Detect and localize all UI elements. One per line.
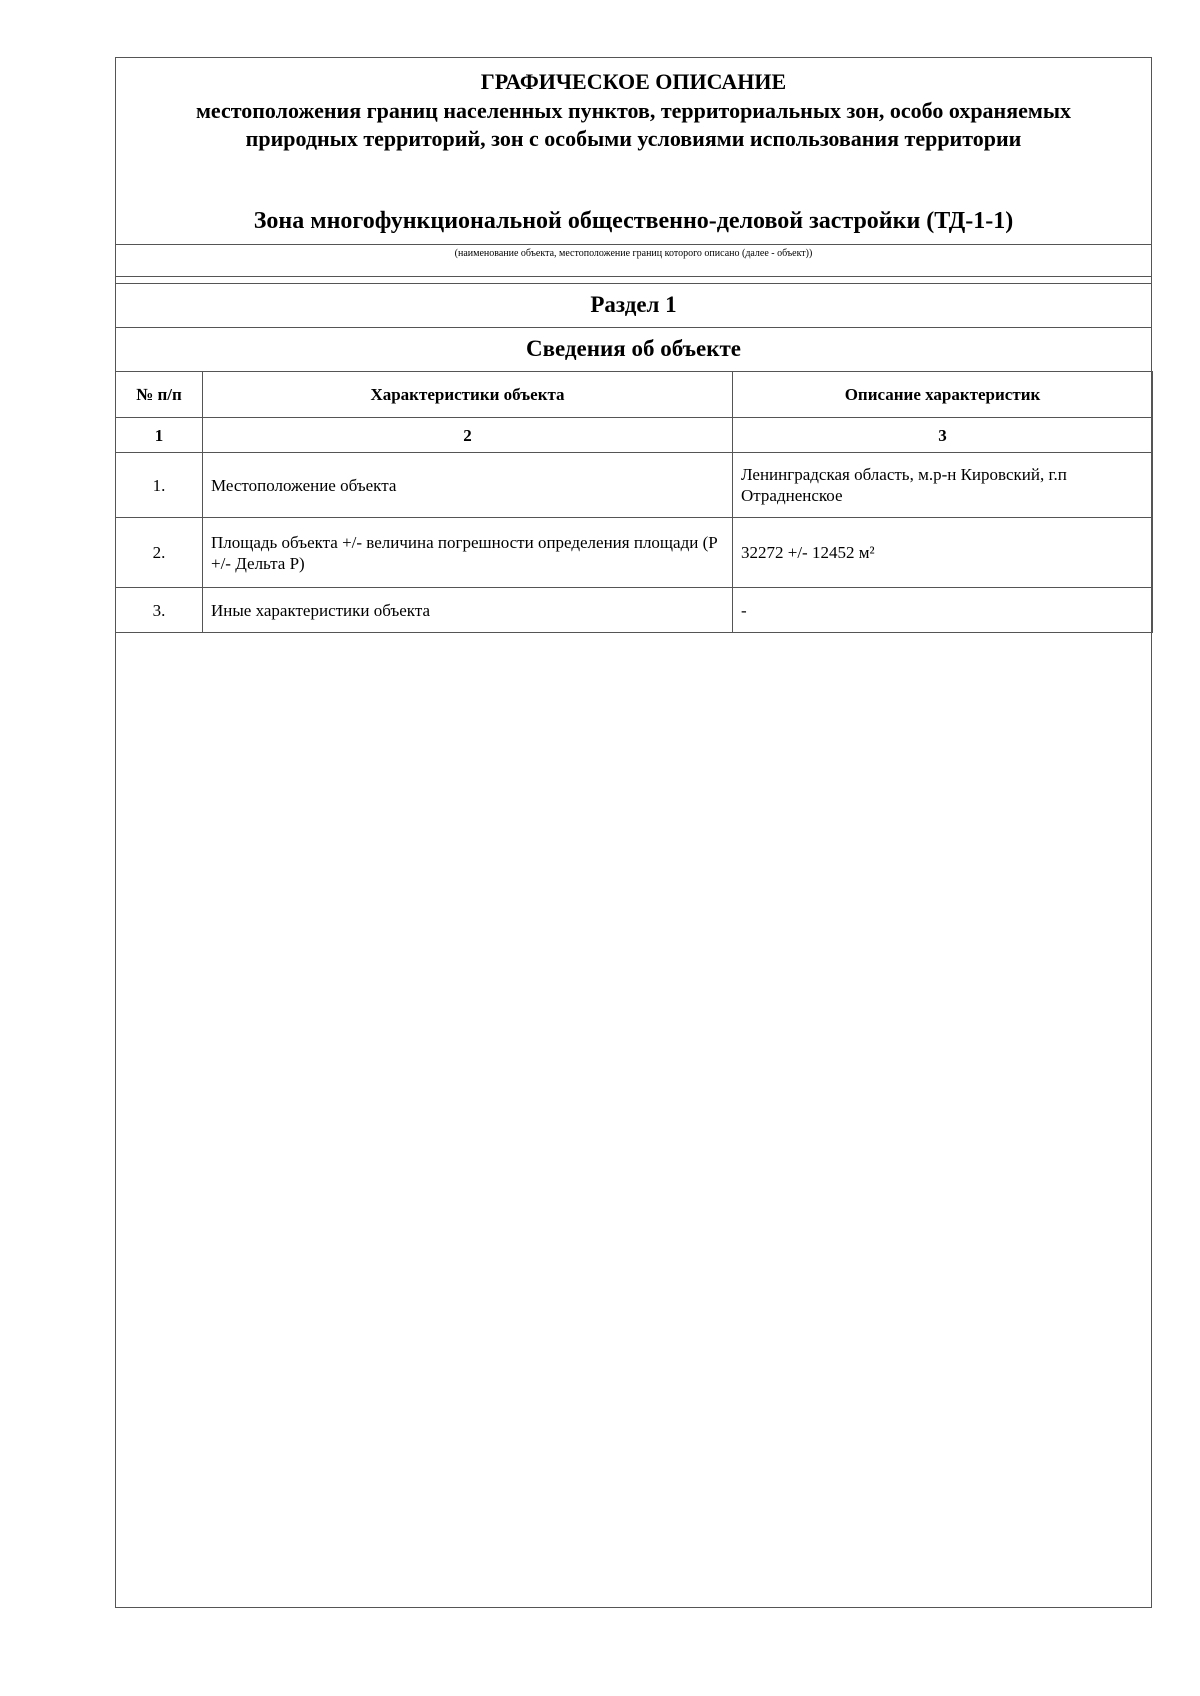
row-number: 1. [116,453,203,518]
document-frame [115,57,1152,1608]
column-number: 1 [116,418,203,453]
row-number: 2. [116,518,203,588]
table-row [116,453,1153,518]
row-description: - [733,588,1153,633]
column-number: 2 [203,418,733,453]
document-title: ГРАФИЧЕСКОЕ ОПИСАНИЕ [480,69,787,94]
document-subtitle: местоположения границ населенных пунктов, территориальных зон, особо охраняемых природных территорий, зон с особыми условиями использования территории [195,98,1072,151]
header-cell-description: Описание характеристик [733,372,1153,418]
row-characteristic: Местоположение объекта [203,453,733,518]
row-characteristic: Площадь объекта +/- величина погрешности определения площади (P +/- Дельта P) [203,518,733,588]
column-number: 3 [733,418,1153,453]
object-info-table [115,371,1153,633]
section-title: Сведения об объекте [525,336,742,361]
column-number-row [116,418,1153,453]
row-description: 32272 +/- 12452 м² [733,518,1153,588]
zone-name: Зона многофункциональной общественно-деловой застройки (ТД-1-1) [253,208,1014,234]
section-number: Раздел 1 [590,292,677,317]
table-row [116,518,1153,588]
header-cell-number: № п/п [116,372,203,418]
table-row [116,588,1153,633]
row-description: Ленинградская область, м.р-н Кировский, г.п Отрадненское [733,453,1153,518]
header-cell-characteristic: Характеристики объекта [203,372,733,418]
divider [116,276,1151,277]
row-number: 3. [116,588,203,633]
table-header-row [116,372,1153,418]
row-characteristic: Иные характеристики объекта [203,588,733,633]
divider [116,244,1151,245]
object-caption: (наименование объекта, местоположение границ которого описано (далее - объект)) [454,248,813,259]
